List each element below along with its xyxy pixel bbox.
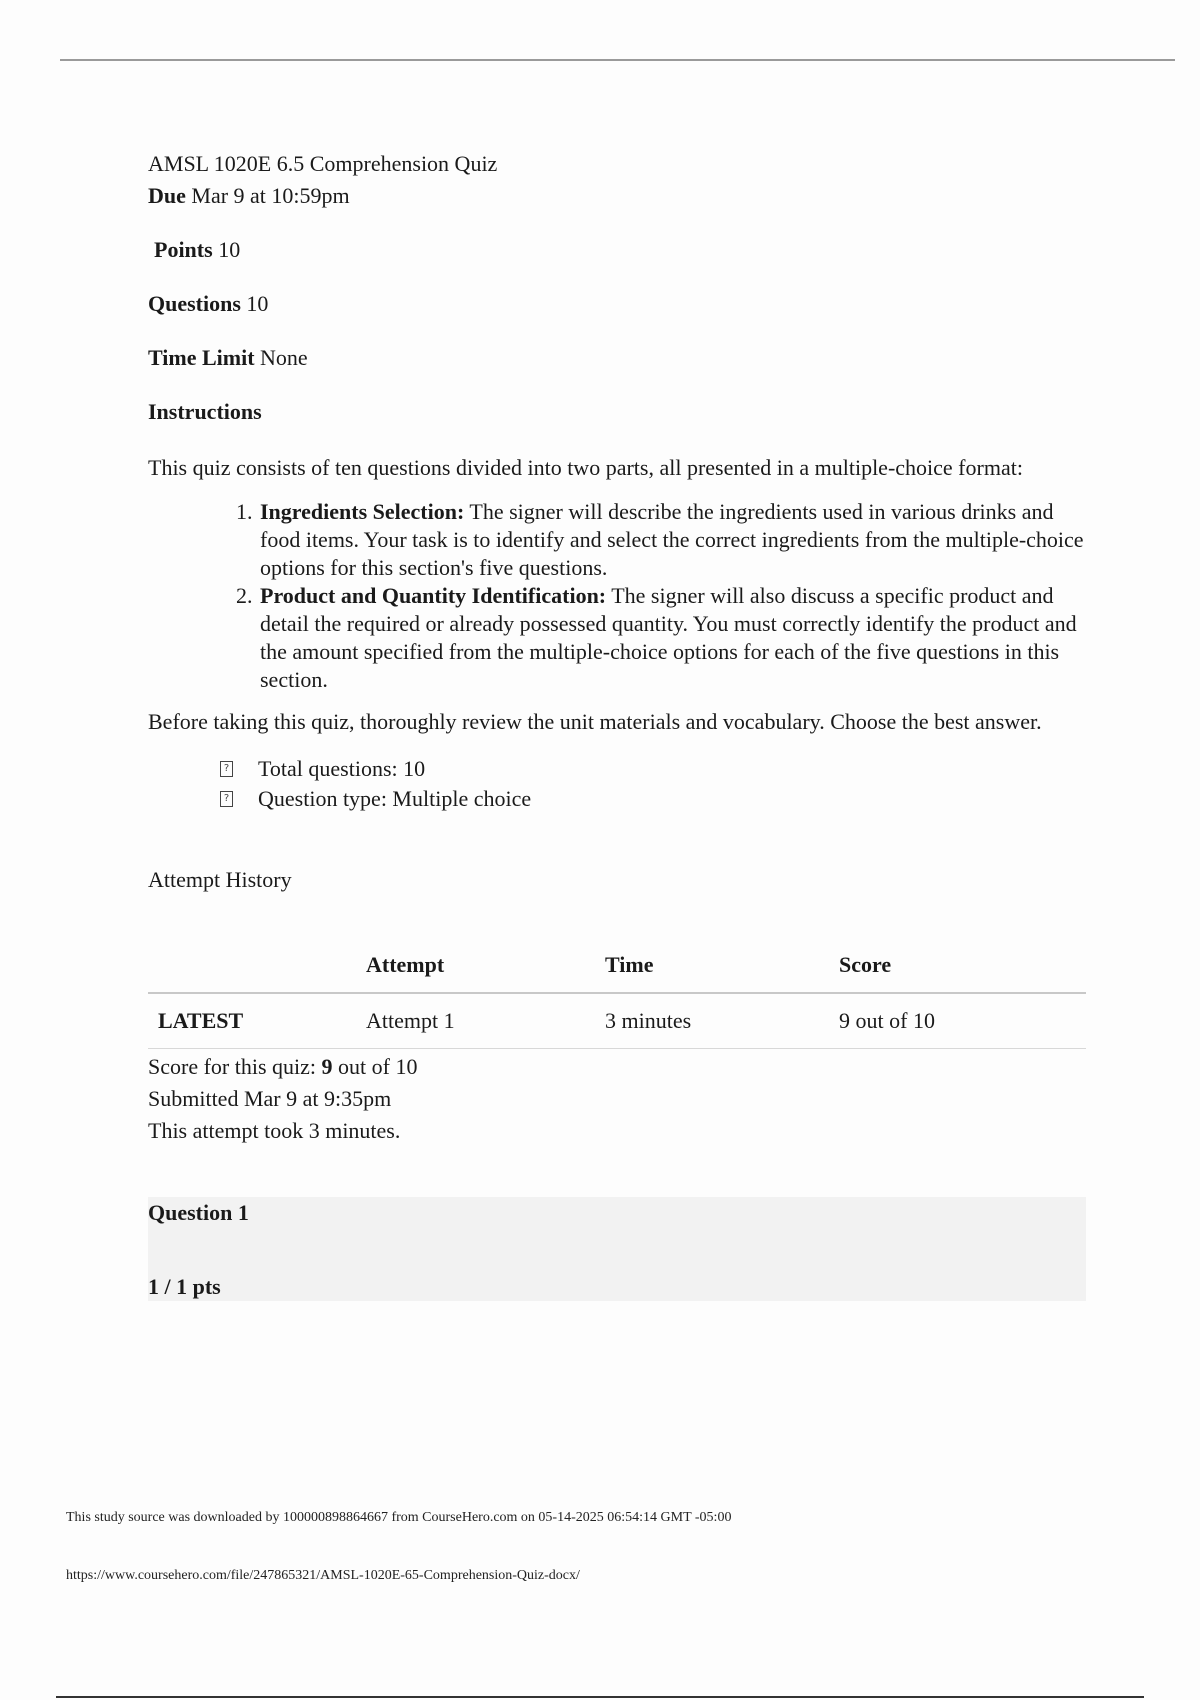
- quiz-facts-list: [148, 754, 1088, 814]
- missing-glyph-icon: ?: [220, 761, 233, 777]
- attempt-summary: [148, 1051, 1088, 1147]
- time-limit-label: Time Limit: [148, 345, 255, 370]
- questions-line: [148, 288, 1088, 320]
- attempt-time: 3 minutes: [605, 993, 839, 1049]
- list-item: [220, 754, 1088, 784]
- quiz-title: AMSL 1020E 6.5 Comprehension Quiz: [148, 151, 498, 176]
- download-notice: This study source was downloaded by 100000898864667 from CourseHero.com on 05-14-2025 06:54:14 GMT -05:00: [66, 1510, 732, 1525]
- part-title: Product and Quantity Identification:: [260, 583, 607, 608]
- header-blank: [148, 938, 366, 993]
- latest-badge: LATEST: [148, 993, 366, 1049]
- header-time: Time: [605, 938, 839, 993]
- instructions-heading: [148, 396, 1088, 428]
- instructions-before: Before taking this quiz, thoroughly review the unit materials and vocabulary. Choose the best answer.: [148, 709, 1042, 734]
- due-value: Mar 9 at 10:59pm: [191, 183, 350, 208]
- instruction-parts-list: [148, 498, 1088, 694]
- header-score: Score: [839, 938, 1086, 993]
- question-points: 1 / 1 pts: [148, 1274, 221, 1299]
- bullet-text: Total questions: 10: [258, 756, 426, 781]
- score-value: 9: [321, 1054, 333, 1079]
- due-line: [148, 180, 1088, 212]
- points-value: 10: [218, 237, 241, 262]
- list-item: [258, 582, 1088, 694]
- time-limit-value: None: [260, 345, 308, 370]
- questions-label: Questions: [148, 291, 241, 316]
- attempt-score: 9 out of 10: [839, 993, 1086, 1049]
- question-header: [148, 1197, 1086, 1301]
- instructions-intro: This quiz consists of ten questions divided into two parts, all presented in a multiple-choice format:: [148, 455, 1023, 480]
- attempt-history-table: [148, 938, 1086, 1049]
- question-title: Question 1: [148, 1200, 249, 1225]
- part-text: The signer will also discuss a specific product and detail the required or already possessed quantity. You must correctly identify the product and the amount specified from the multiple-choice options for each of the five questions in this section.: [260, 583, 1077, 692]
- part-text: The signer will describe the ingredients used in various drinks and food items. Your task is to identify and select the correct ingredients from the multiple-choice options for this section's five questions.: [260, 499, 1084, 580]
- instructions-label: Instructions: [148, 399, 262, 424]
- score-prefix: Score for this quiz:: [148, 1054, 322, 1079]
- quiz-score-line: [148, 1051, 1088, 1083]
- missing-glyph-icon: ?: [220, 791, 233, 807]
- bottom-divider: [56, 1696, 1144, 1698]
- table-header-row: [148, 938, 1086, 993]
- due-label: Due: [148, 183, 186, 208]
- submitted-line: Submitted Mar 9 at 9:35pm: [148, 1086, 392, 1111]
- questions-value: 10: [246, 291, 269, 316]
- points-label: Points: [154, 237, 213, 262]
- table-row: [148, 993, 1086, 1049]
- bullet-text: Question type: Multiple choice: [258, 786, 532, 811]
- duration-line: This attempt took 3 minutes.: [148, 1118, 401, 1143]
- time-limit-line: [148, 342, 1088, 374]
- part-title: Ingredients Selection:: [260, 499, 465, 524]
- list-item: [220, 784, 1088, 814]
- attempt-link[interactable]: Attempt 1: [366, 993, 605, 1049]
- attempt-history-title: Attempt History: [148, 867, 292, 892]
- document-content: [148, 148, 1088, 1301]
- list-item: [258, 498, 1088, 582]
- score-suffix: out of 10: [332, 1054, 418, 1079]
- source-url[interactable]: https://www.coursehero.com/file/247865321/AMSL-1020E-65-Comprehension-Quiz-docx/: [66, 1568, 580, 1583]
- header-attempt: Attempt: [366, 938, 605, 993]
- points-line: [148, 234, 1088, 266]
- top-divider: [60, 59, 1175, 61]
